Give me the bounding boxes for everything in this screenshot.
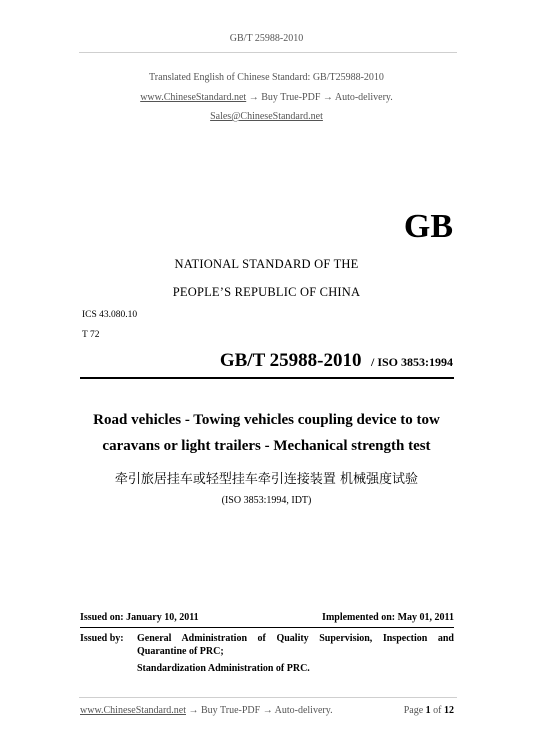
page-label: Page	[403, 705, 424, 716]
national-standard-line2: PEOPLE’S REPUBLIC OF CHINA	[172, 285, 361, 299]
issuer-org2: Standardization Administration of PRC.	[137, 663, 310, 674]
standard-number-line	[220, 350, 453, 372]
page-of: of	[433, 705, 442, 716]
title-cn: 牵引旅居挂车或轻型挂车牵引连接装置 机械强度试验	[114, 472, 419, 487]
running-header: GB/T 25988-2010	[229, 33, 304, 44]
footer-site-link[interactable]: www.ChineseStandard.net	[80, 705, 186, 716]
national-standard-line1: NATIONAL STANDARD OF THE	[174, 257, 359, 271]
email-line	[0, 111, 533, 122]
translation-notice: Translated English of Chinese Standard: GB/T25988-2010	[149, 72, 384, 83]
ics-code: ICS 43.080.10	[82, 310, 138, 320]
iso-equivalence: (ISO 3853:1994, IDT)	[221, 495, 312, 506]
sales-email-link[interactable]: Sales@ChineseStandard.net	[210, 111, 323, 122]
gb-logo-mark: GB	[403, 208, 453, 245]
title-en-line1: Road vehicles - Towing vehicles coupling device to tow	[93, 412, 440, 428]
page-indicator	[404, 705, 454, 716]
buy-tagline: → Buy True-PDF → Auto-delivery.	[248, 92, 393, 103]
issuer-org1: General Administration of Quality Supervision, Inspection and Quarantine of PRC;	[137, 633, 454, 657]
header-rule	[79, 52, 457, 53]
footer-rule	[79, 697, 457, 698]
footer-tagline: → Buy True-PDF → Auto-delivery.	[188, 705, 333, 716]
issued-date: Issued on: January 10, 2011	[80, 612, 199, 623]
site-link[interactable]: www.ChineseStandard.net	[140, 92, 247, 103]
standard-number: GB/T 25988-2010	[219, 350, 362, 371]
issuer-label: Issued by:	[80, 633, 124, 644]
page-total: 12	[444, 705, 454, 716]
ccs-code: T 72	[82, 330, 100, 340]
title-en-line2: caravans or light trailers - Mechanical strength test	[102, 438, 431, 454]
page-current: 1	[425, 705, 431, 716]
standard-number-rule	[80, 377, 454, 379]
dates-rule	[80, 627, 454, 628]
iso-reference: / ISO 3853:1994	[370, 355, 453, 369]
translation-links	[0, 92, 533, 103]
implemented-date: Implemented on: May 01, 2011	[322, 612, 454, 623]
dates-row	[80, 612, 454, 623]
page-footer	[80, 705, 454, 716]
